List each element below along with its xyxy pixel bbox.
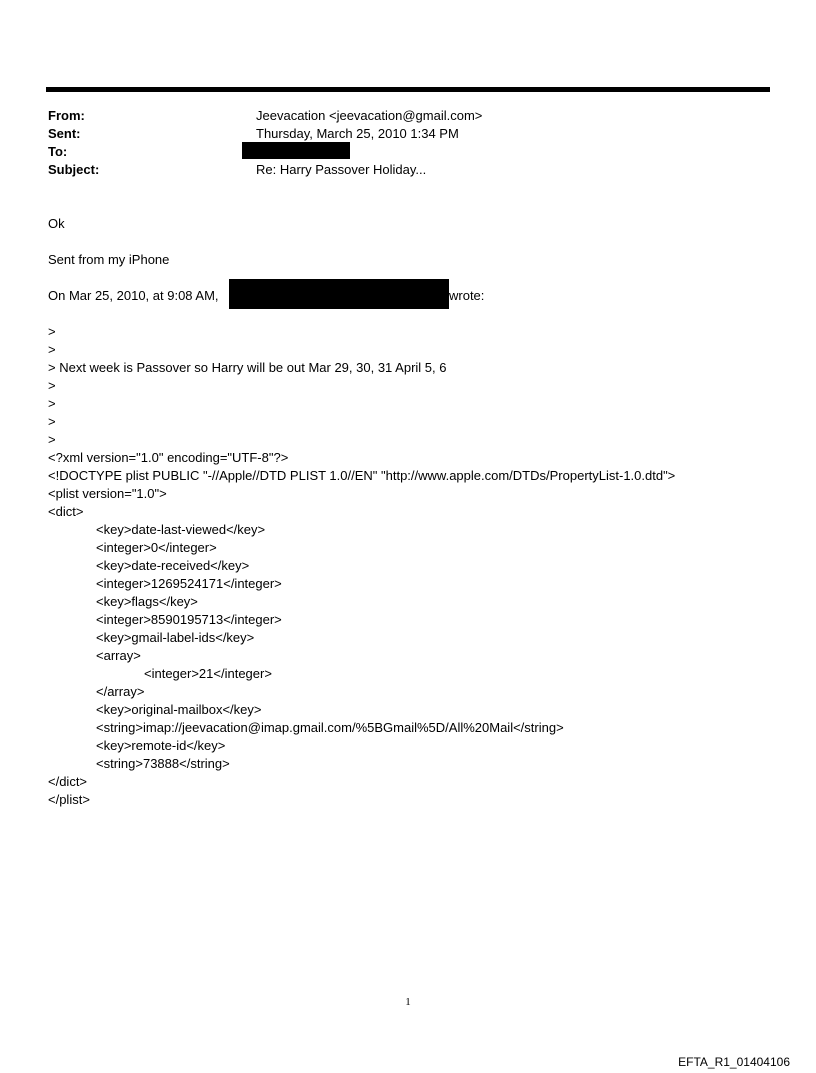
quoted-line: >: [48, 324, 56, 339]
to-redaction: [242, 142, 350, 159]
from-label: From:: [48, 108, 85, 123]
quoted-line: >: [48, 414, 56, 429]
quote-intro-prefix: On Mar 25, 2010, at 9:08 AM,: [48, 288, 219, 303]
quoted-line: >: [48, 432, 56, 447]
xml-line: </array>: [96, 684, 145, 699]
xml-line: <dict>: [48, 504, 84, 519]
quoted-line: > Next week is Passover so Harry will be out Mar 29, 30, 31 April 5, 6: [48, 360, 447, 375]
signature-text: Sent from my iPhone: [48, 252, 170, 267]
quote-intro-suffix: wrote:: [449, 288, 485, 303]
xml-line: <key>date-received</key>: [96, 558, 250, 573]
xml-line: <key>flags</key>: [96, 594, 198, 609]
quoted-line: >: [48, 378, 56, 393]
xml-line: </plist>: [48, 792, 90, 807]
xml-line: <integer>1269524171</integer>: [96, 576, 282, 591]
xml-line: <plist version="1.0">: [48, 486, 167, 501]
xml-line: <key>gmail-label-ids</key>: [96, 630, 255, 645]
subject-value: Re: Harry Passover Holiday...: [256, 162, 427, 177]
quoted-line: >: [48, 396, 56, 411]
document-id: EFTA_R1_01404106: [678, 1055, 790, 1069]
xml-line: </dict>: [48, 774, 88, 789]
page-number: 1: [405, 996, 411, 1008]
xml-line: <integer>21</integer>: [144, 666, 272, 681]
header-rule: [46, 87, 770, 92]
sender-redaction: [229, 279, 449, 309]
xml-doctype: <!DOCTYPE plist PUBLIC "-//Apple//DTD PLIST 1.0//EN" "http://www.apple.com/DTDs/PropertyList-1.0.dtd">: [48, 468, 676, 483]
subject-label: Subject:: [48, 162, 100, 177]
from-value: Jeevacation <jeevacation@gmail.com>: [256, 108, 483, 123]
xml-line: <integer>8590195713</integer>: [96, 612, 282, 627]
quoted-line: >: [48, 342, 56, 357]
xml-declaration: <?xml version="1.0" encoding="UTF-8"?>: [48, 450, 289, 465]
xml-line: <string>73888</string>: [96, 756, 230, 771]
xml-line: <array>: [96, 648, 141, 663]
xml-line: <integer>0</integer>: [96, 540, 217, 555]
xml-line: <key>date-last-viewed</key>: [96, 522, 266, 537]
reply-text: Ok: [48, 216, 65, 231]
xml-line: <key>original-mailbox</key>: [96, 702, 262, 717]
xml-line: <string>imap://jeevacation@imap.gmail.com/%5BGmail%5D/All%20Mail</string>: [96, 720, 564, 735]
xml-line: <key>remote-id</key>: [96, 738, 226, 753]
sent-value: Thursday, March 25, 2010 1:34 PM: [256, 126, 459, 141]
to-label: To:: [48, 144, 68, 159]
sent-label: Sent:: [48, 126, 81, 141]
